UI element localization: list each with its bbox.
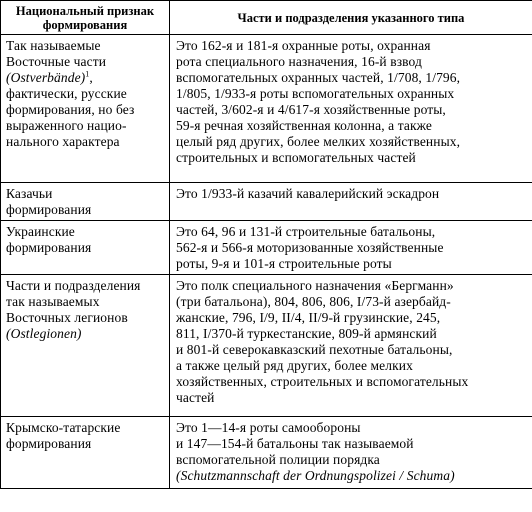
cell-line: 811, I/370-й туркестанские, 809-й армянский xyxy=(176,326,437,341)
italic-term: (Ostverbände) xyxy=(6,70,86,85)
cell-line: Восточных легионов xyxy=(6,310,128,325)
cell-line: фактически, русские xyxy=(6,86,127,101)
cell-line: Так называемые xyxy=(6,38,101,53)
cell-line: 59-я речная хозяйственная колонна, а также xyxy=(176,118,432,133)
cell-line: Восточные части xyxy=(6,54,107,69)
row-national-feature xyxy=(1,275,170,417)
cell-line: формирования xyxy=(6,240,92,255)
cell-line: а также целый ряд других, более мелких xyxy=(176,358,413,373)
cell-line: частей xyxy=(176,390,215,405)
cell-line: формирования xyxy=(6,436,92,451)
row-units xyxy=(170,183,532,221)
row-national-feature xyxy=(1,417,170,489)
row-national-feature xyxy=(1,35,170,183)
header-col1-line: Национальный признак xyxy=(15,3,155,18)
cell-line: Казачьи xyxy=(6,186,53,201)
footnote-marker: 1 xyxy=(85,69,90,79)
header-col1-line: формирования xyxy=(42,17,128,32)
cell-line: частей, 3/602-я и 4/617-я хозяйственные роты, xyxy=(176,102,446,117)
cell-line: хозяйственных, строительных и вспомогательных xyxy=(176,374,469,389)
table-header-row xyxy=(1,1,532,35)
cell-line: рота специального назначения, 16-й взвод xyxy=(176,54,422,69)
cell-line: 1/805, 1/933-я роты вспомогательных охранных xyxy=(176,86,455,101)
row-national-feature xyxy=(1,183,170,221)
cell-line: и 147—154-й батальоны так называемой xyxy=(176,436,414,451)
cell-line: выраженного нацио- xyxy=(6,118,127,133)
cell-line: (три батальона), 804, 806, 806, I/73-й азербайд- xyxy=(176,294,451,309)
cell-line: роты, 9-я и 101-я строительные роты xyxy=(176,256,392,271)
cell-text: , xyxy=(89,70,93,85)
cell-line: нального характера xyxy=(6,134,120,149)
cell-line: Украинские xyxy=(6,224,75,239)
header-units: Части и подразделения указанного типа xyxy=(170,1,532,35)
cell-line: и 801-й северокавказский пехотные батальоны, xyxy=(176,342,453,357)
table-row xyxy=(1,275,532,417)
cell-line: вспомогательных охранных частей, 1/708, 1/796, xyxy=(176,70,461,85)
italic-term: (Ostlegionen) xyxy=(6,326,82,341)
cell-line: формирования xyxy=(6,202,92,217)
cell-line: Это 162-я и 181-я охранные роты, охранная xyxy=(176,38,431,53)
cell-line: Это полк специального назначения «Бергманн» xyxy=(176,278,454,293)
row-units xyxy=(170,35,532,183)
cell-line: Это 1/933-й казачий кавалерийский эскадрон xyxy=(176,186,440,201)
table-row xyxy=(1,35,532,183)
table-row xyxy=(1,417,532,489)
cell-line: 562-я и 566-я моторизованные хозяйственные xyxy=(176,240,444,255)
cell-line: целый ряд других, более мелких хозяйственных, xyxy=(176,134,461,149)
cell-line: так называемых xyxy=(6,294,100,309)
row-national-feature xyxy=(1,221,170,275)
cell-line: Крымско-татарские xyxy=(6,420,121,435)
italic-term: (Schutzmannschaft der Ordnungspolizei / Schuma) xyxy=(176,468,455,483)
cell-line: вспомогательной полиции порядка xyxy=(176,452,380,467)
cell-line: строительных и вспомогательных частей xyxy=(176,150,416,165)
cell-line xyxy=(6,70,165,86)
cell-line: жанские, 796, I/9, II/4, II/9-й грузинские, 245, xyxy=(176,310,441,325)
cell-line: Это 1—14-я роты самообороны xyxy=(176,420,361,435)
cell-line: Части и подразделения xyxy=(6,278,141,293)
cell-line: формирования, но без xyxy=(6,102,135,117)
row-units xyxy=(170,275,532,417)
row-units xyxy=(170,221,532,275)
row-units xyxy=(170,417,532,489)
table-row xyxy=(1,183,532,221)
header-national-feature xyxy=(1,1,170,35)
table-row xyxy=(1,221,532,275)
cell-line: Это 64, 96 и 131-й строительные батальоны, xyxy=(176,224,436,239)
